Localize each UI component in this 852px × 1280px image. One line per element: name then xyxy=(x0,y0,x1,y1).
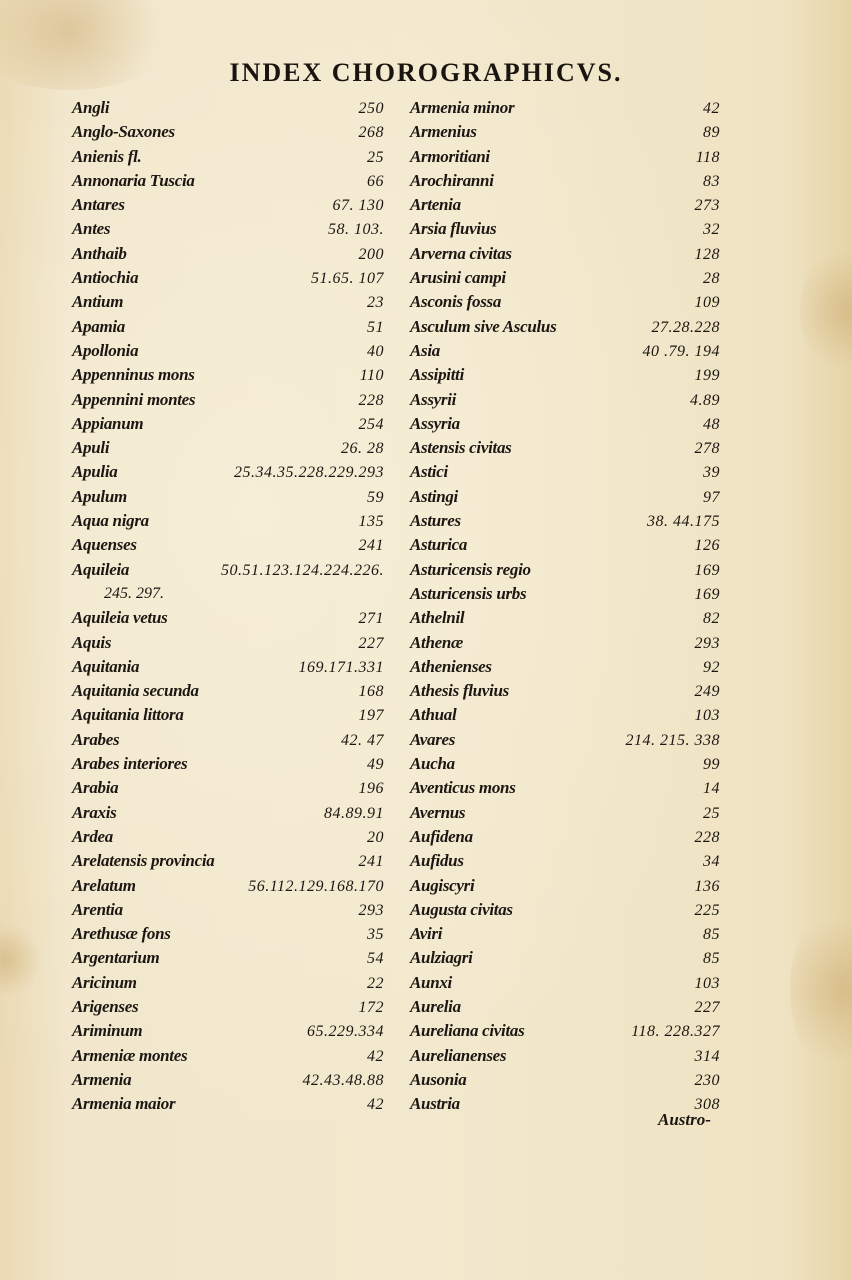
index-entry xyxy=(72,776,384,800)
entry-name: Athelnil xyxy=(410,608,465,628)
entry-name: Armeniæ montes xyxy=(72,1045,188,1065)
entry-name: Antes xyxy=(72,219,111,239)
entry-pages: 4.89 xyxy=(690,391,720,409)
entry-pages: 58. 103. xyxy=(328,221,384,239)
entry-pages: 25.34.35.228.229.293 xyxy=(234,464,384,482)
entry-name: Aquileia vetus xyxy=(72,608,168,628)
entry-pages: 271 xyxy=(358,610,384,628)
entry-pages: 23 xyxy=(367,294,384,312)
paper-stain xyxy=(790,900,852,1080)
index-entry xyxy=(410,582,720,606)
index-entry xyxy=(72,898,384,922)
entry-name: Apamia xyxy=(72,316,125,336)
entry-name: Aricinum xyxy=(72,972,137,992)
index-entry xyxy=(410,995,720,1019)
entry-name: Augusta civitas xyxy=(410,899,513,919)
entry-name: Armoritiani xyxy=(410,146,490,166)
index-entry xyxy=(410,849,720,873)
index-entry xyxy=(72,193,384,217)
entry-name: Aquitania secunda xyxy=(72,681,199,701)
index-entry xyxy=(410,485,720,509)
entry-name: Assyrii xyxy=(410,389,457,409)
entry-name: Aunxi xyxy=(410,972,452,992)
index-entry xyxy=(410,339,720,363)
entry-name: Athenienses xyxy=(410,656,492,676)
index-entry xyxy=(410,533,720,557)
entry-name: Armenia minor xyxy=(410,98,515,117)
index-entry xyxy=(72,874,384,898)
index-entry xyxy=(410,388,720,412)
entry-name: Athenæ xyxy=(410,632,463,652)
index-entry xyxy=(410,606,720,630)
entry-name: Aquenses xyxy=(72,535,137,555)
entry-pages: 49 xyxy=(367,756,384,774)
entry-pages: 34 xyxy=(703,853,720,871)
entry-pages: 168 xyxy=(358,683,384,701)
index-entry xyxy=(410,752,720,776)
entry-name: Asia xyxy=(410,340,440,360)
entry-name: Antares xyxy=(72,195,125,215)
index-entry xyxy=(72,801,384,825)
index-entry xyxy=(410,315,720,339)
entry-name: Apuli xyxy=(72,438,110,458)
entry-name: Astensis civitas xyxy=(410,438,512,458)
entry-pages: 197 xyxy=(358,707,384,725)
index-entry xyxy=(72,460,384,484)
entry-pages: 118. 228.327 xyxy=(631,1023,720,1041)
entry-name: Aqua nigra xyxy=(72,511,149,531)
entry-pages: 14 xyxy=(703,780,720,798)
index-entry xyxy=(410,290,720,314)
index-entry xyxy=(72,631,384,655)
index-entry xyxy=(72,290,384,314)
entry-pages: 27.28.228 xyxy=(651,318,720,336)
index-entry xyxy=(410,1068,720,1092)
entry-name: Armenius xyxy=(410,122,477,142)
index-entry xyxy=(72,946,384,970)
index-entry xyxy=(410,242,720,266)
index-entry xyxy=(410,922,720,946)
entry-name: Asconis fossa xyxy=(410,292,502,312)
entry-name: Ariminum xyxy=(72,1021,143,1041)
index-entry xyxy=(410,509,720,533)
index-entry xyxy=(72,995,384,1019)
index-entry xyxy=(410,120,720,144)
index-entry xyxy=(72,217,384,241)
entry-name: Apulia xyxy=(72,462,118,482)
entry-name: Aquileia xyxy=(72,559,130,579)
index-entry xyxy=(410,217,720,241)
entry-name: Avernus xyxy=(410,802,466,822)
entry-name: Asculum sive Asculus xyxy=(410,316,557,336)
entry-name: Aulziagri xyxy=(410,948,473,968)
entry-pages: 169.171.331 xyxy=(298,658,384,676)
entry-name: Aquis xyxy=(72,632,112,652)
entry-pages: 28 xyxy=(703,270,720,288)
entry-name: Arsia fluvius xyxy=(410,219,497,239)
index-entry xyxy=(72,849,384,873)
entry-name: Aquitania littora xyxy=(72,705,184,725)
page-title: INDEX CHOROGRAPHICVS. xyxy=(229,58,623,87)
entry-pages: 314 xyxy=(694,1047,720,1065)
entry-pages: 110 xyxy=(359,367,384,385)
index-entry xyxy=(410,631,720,655)
index-entry xyxy=(410,436,720,460)
entry-pages: 67. 130 xyxy=(332,197,384,215)
entry-pages: 268 xyxy=(358,124,384,142)
entry-pages: 82 xyxy=(703,610,720,628)
entry-name: Angli xyxy=(72,98,110,117)
index-entry xyxy=(72,703,384,727)
index-entry xyxy=(72,388,384,412)
entry-name: Armenia maior xyxy=(72,1094,176,1114)
entry-name: Arabes interiores xyxy=(72,754,188,774)
entry-pages: 103 xyxy=(694,974,720,992)
index-entry xyxy=(410,558,720,582)
index-entry xyxy=(72,436,384,460)
entry-pages: 249 xyxy=(694,683,720,701)
entry-name: Ardea xyxy=(72,826,114,846)
entry-pages: 66 xyxy=(367,172,384,190)
entry-pages: 273 xyxy=(694,197,720,215)
index-entry xyxy=(410,825,720,849)
index-entry xyxy=(410,1019,720,1043)
index-entry xyxy=(410,1044,720,1068)
entry-name: Anthaib xyxy=(72,243,127,263)
entry-pages: 293 xyxy=(694,634,720,652)
index-entry xyxy=(72,485,384,509)
entry-name: Ausonia xyxy=(410,1069,467,1089)
entry-name: Aucha xyxy=(410,754,455,774)
entry-pages: 109 xyxy=(694,294,720,312)
index-entry xyxy=(410,266,720,290)
entry-pages: 20 xyxy=(367,828,384,846)
entry-pages: 199 xyxy=(694,367,720,385)
entry-name: Aufidena xyxy=(410,826,473,846)
entry-pages: 228 xyxy=(358,391,384,409)
entry-name: Arentia xyxy=(72,899,123,919)
entry-pages: 214. 215. 338 xyxy=(625,731,720,749)
entry-pages: 230 xyxy=(694,1071,720,1089)
entry-pages: 42 xyxy=(367,1096,384,1114)
index-entry xyxy=(410,703,720,727)
index-entry xyxy=(410,679,720,703)
index-entry xyxy=(72,1092,384,1116)
entry-name: Avares xyxy=(410,729,456,749)
index-entry xyxy=(72,825,384,849)
entry-pages: 241 xyxy=(358,537,384,555)
entry-pages: 99 xyxy=(703,756,720,774)
entry-name: Astures xyxy=(410,511,461,531)
entry-name: Appennini montes xyxy=(72,389,196,409)
entry-pages: 196 xyxy=(358,780,384,798)
index-entry xyxy=(410,96,720,120)
entry-pages: 135 xyxy=(358,513,384,531)
entry-name: Argentarium xyxy=(72,948,160,968)
index-entry xyxy=(72,145,384,169)
entry-pages: 308 xyxy=(694,1096,720,1114)
entry-pages: 97 xyxy=(703,488,720,506)
entry-name: Assyria xyxy=(410,413,460,433)
index-entry xyxy=(72,728,384,752)
entry-name: Aufidus xyxy=(410,851,464,871)
index-entry xyxy=(410,728,720,752)
index-entry xyxy=(410,971,720,995)
entry-pages: 38. 44.175 xyxy=(647,513,720,531)
entry-name: Apulum xyxy=(72,486,127,506)
index-entry xyxy=(72,533,384,557)
entry-pages: 59 xyxy=(367,488,384,506)
catchword: Austro- xyxy=(658,1110,711,1129)
index-entry xyxy=(72,315,384,339)
entry-pages: 32 xyxy=(703,221,720,239)
entry-pages: 42 xyxy=(703,100,720,117)
index-entry xyxy=(410,801,720,825)
entry-name: Astici xyxy=(410,462,448,482)
index-entry xyxy=(410,776,720,800)
entry-pages: 35 xyxy=(367,926,384,944)
index-entry xyxy=(410,145,720,169)
entry-name: Aquitania xyxy=(72,656,140,676)
index-entry xyxy=(72,752,384,776)
entry-pages: 228 xyxy=(694,828,720,846)
entry-pages: 40 xyxy=(367,342,384,360)
entry-pages: 227 xyxy=(694,998,720,1016)
entry-name: Augiscyri xyxy=(410,875,475,895)
entry-pages: 254 xyxy=(358,415,384,433)
index-entry xyxy=(410,193,720,217)
index-column-right xyxy=(410,96,720,1116)
entry-pages: 51 xyxy=(367,318,384,336)
entry-pages: 128 xyxy=(694,245,720,263)
entry-name: Assipitti xyxy=(410,365,464,385)
entry-pages: 136 xyxy=(694,877,720,895)
entry-pages: 25 xyxy=(367,148,384,166)
entry-pages: 26. 28 xyxy=(341,440,384,458)
entry-pages: 103 xyxy=(694,707,720,725)
index-entry xyxy=(72,242,384,266)
entry-name: Astingi xyxy=(410,486,458,506)
index-entry xyxy=(72,558,384,582)
entry-name: Antiochia xyxy=(72,268,139,288)
entry-name: Arochiranni xyxy=(410,170,494,190)
entry-pages: 126 xyxy=(694,537,720,555)
entry-name: Arabes xyxy=(72,729,120,749)
index-entry xyxy=(410,655,720,679)
entry-pages: 25 xyxy=(703,804,720,822)
entry-name: Arverna civitas xyxy=(410,243,512,263)
index-entry xyxy=(72,1068,384,1092)
index-entry xyxy=(72,169,384,193)
entry-name: Appianum xyxy=(72,413,144,433)
entry-name: Apollonia xyxy=(72,340,139,360)
index-entry xyxy=(72,1044,384,1068)
entry-pages: 293 xyxy=(358,901,384,919)
entry-name: Araxis xyxy=(72,802,117,822)
entry-name: Aureliana civitas xyxy=(410,1021,525,1041)
entry-name: Asturicensis urbs xyxy=(410,583,527,603)
entry-name: Arusini campi xyxy=(410,268,506,288)
entry-name: Arelatensis provincia xyxy=(72,851,215,871)
index-entry xyxy=(72,971,384,995)
index-entry xyxy=(72,509,384,533)
index-entry-continuation: 245. 297. xyxy=(104,584,164,602)
index-entry xyxy=(72,655,384,679)
entry-pages: 169 xyxy=(694,585,720,603)
entry-name: Armenia xyxy=(72,1069,132,1089)
entry-name: Annonaria Tuscia xyxy=(72,170,195,190)
entry-pages: 278 xyxy=(694,440,720,458)
index-entry xyxy=(72,606,384,630)
entry-pages: 42 xyxy=(367,1047,384,1065)
index-entry xyxy=(410,412,720,436)
index-entry xyxy=(72,922,384,946)
entry-pages: 169 xyxy=(694,561,720,579)
index-entry xyxy=(410,169,720,193)
entry-pages: 118 xyxy=(695,148,720,166)
entry-name: Arethusæ fons xyxy=(72,924,171,944)
index-entry xyxy=(410,898,720,922)
entry-pages: 200 xyxy=(358,245,384,263)
entry-pages: 51.65. 107 xyxy=(311,270,384,288)
entry-name: Anienis fl. xyxy=(72,146,142,166)
index-entry xyxy=(410,460,720,484)
index-entry xyxy=(72,412,384,436)
entry-pages: 241 xyxy=(358,853,384,871)
entry-name: Aurelianenses xyxy=(410,1045,507,1065)
entry-name: Asturicensis regio xyxy=(410,559,531,579)
entry-pages: 92 xyxy=(703,658,720,676)
entry-name: Anglo-Saxones xyxy=(72,122,175,142)
entry-name: Artenia xyxy=(410,195,461,215)
index-entry xyxy=(72,120,384,144)
entry-pages: 250 xyxy=(358,100,384,117)
entry-pages: 40 .79. 194 xyxy=(642,342,720,360)
index-entry xyxy=(410,874,720,898)
entry-name: Aurelia xyxy=(410,996,461,1016)
entry-pages: 42. 47 xyxy=(341,731,384,749)
entry-name: Appenninus mons xyxy=(72,365,195,385)
index-entry xyxy=(72,363,384,387)
entry-pages: 85 xyxy=(703,950,720,968)
paper-stain xyxy=(800,240,852,380)
entry-pages: 225 xyxy=(694,901,720,919)
entry-pages: 22 xyxy=(367,974,384,992)
entry-pages: 65.229.334 xyxy=(307,1023,384,1041)
index-entry xyxy=(72,1019,384,1043)
entry-pages: 39 xyxy=(703,464,720,482)
entry-name: Arigenses xyxy=(72,996,139,1016)
entry-name: Austria xyxy=(410,1094,460,1114)
entry-pages: 56.112.129.168.170 xyxy=(248,877,384,895)
entry-name: Arelatum xyxy=(72,875,136,895)
entry-name: Athesis fluvius xyxy=(410,681,509,701)
entry-pages: 42.43.48.88 xyxy=(302,1071,384,1089)
entry-pages: 84.89.91 xyxy=(324,804,384,822)
index-column-left xyxy=(72,96,384,1116)
entry-name: Aventicus mons xyxy=(410,778,516,798)
entry-pages: 89 xyxy=(703,124,720,142)
paper-stain xyxy=(0,920,40,1000)
index-entry xyxy=(410,946,720,970)
entry-pages: 54 xyxy=(367,950,384,968)
entry-name: Asturica xyxy=(410,535,468,555)
index-entry xyxy=(72,679,384,703)
entry-pages: 172 xyxy=(358,998,384,1016)
entry-pages: 48 xyxy=(703,415,720,433)
entry-name: Arabia xyxy=(72,778,119,798)
index-entry xyxy=(410,363,720,387)
entry-pages: 85 xyxy=(703,926,720,944)
entry-pages: 50.51.123.124.224.226. xyxy=(221,561,384,579)
index-entry xyxy=(72,266,384,290)
entry-name: Aviri xyxy=(410,924,443,944)
entry-pages: 83 xyxy=(703,172,720,190)
index-entry xyxy=(72,339,384,363)
entry-pages: 227 xyxy=(358,634,384,652)
entry-name: Antium xyxy=(72,292,124,312)
index-entry xyxy=(72,96,384,120)
entry-name: Athual xyxy=(410,705,457,725)
